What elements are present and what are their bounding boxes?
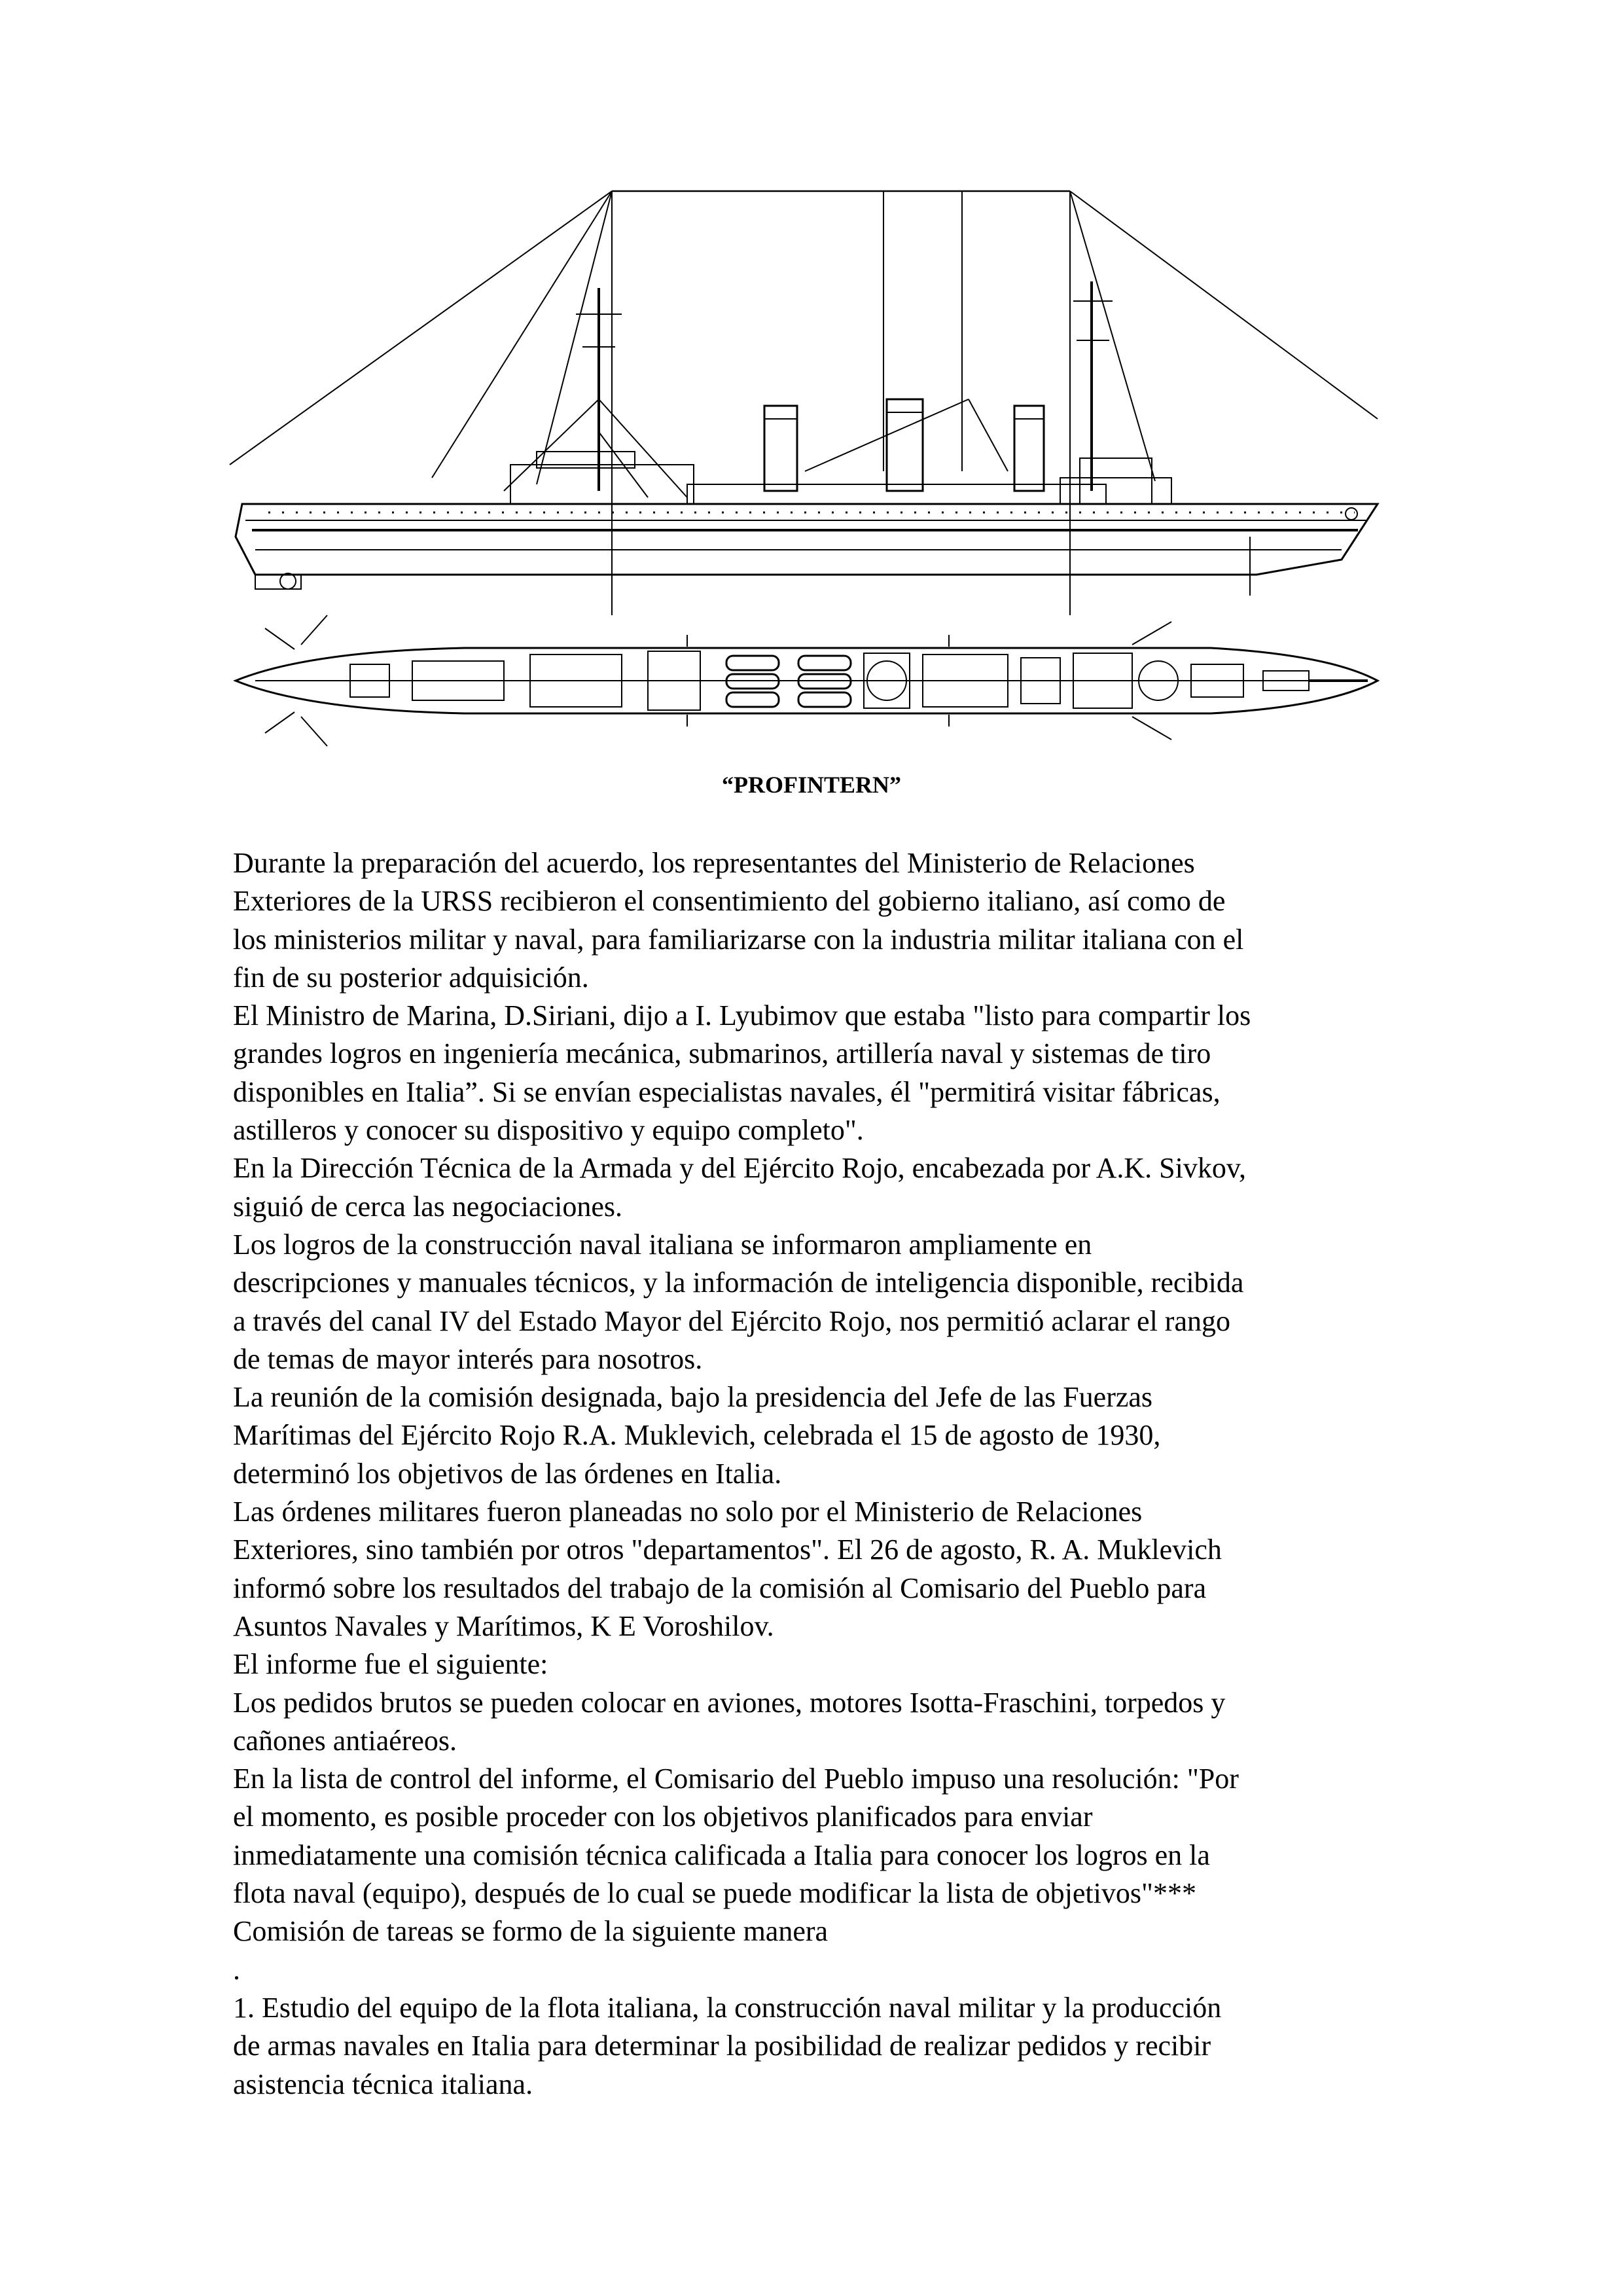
text-line: astilleros y conocer su dispositivo y equipo completo".: [233, 1114, 864, 1147]
text-line: inmediatamente una comisión técnica calificada a Italia para conocer los logros en la: [233, 1839, 1210, 1871]
text-line: Las órdenes militares fueron planeadas no solo por el Ministerio de Relaciones: [233, 1496, 1143, 1528]
text-line: cañones antiaéreos.: [233, 1724, 457, 1757]
text-line: de armas navales en Italia para determinar la posibilidad de realizar pedidos y recibir: [233, 2030, 1211, 2062]
ship-drawing-svg: [229, 183, 1381, 772]
text-line: La reunión de la comisión designada, bajo la presidencia del Jefe de las Fuerzas: [233, 1381, 1153, 1414]
text-line: informó sobre los resultados del trabajo de la comisión al Comisario del Pueblo para: [233, 1571, 1207, 1604]
text-line: flota naval (equipo), después de lo cual se puede modificar la lista de objetivos"***: [233, 1877, 1196, 1910]
text-line: Marítimas del Ejército Rojo R.A. Muklevich, celebrada el 15 de agosto de 1930,: [233, 1419, 1161, 1452]
deck-view: [236, 615, 1378, 746]
side-profile: [230, 191, 1378, 615]
text-line: Durante la preparación del acuerdo, los representantes del Ministerio de Relaciones: [233, 847, 1195, 879]
text-line: Asuntos Navales y Marítimos, K E Voroshilov.: [233, 1609, 774, 1642]
text-line: .: [233, 1953, 240, 1986]
text-line: a través del canal IV del Estado Mayor del Ejército Rojo, nos permitió aclarar el rango: [233, 1304, 1230, 1337]
body-text: [233, 844, 1411, 2104]
text-line: Exteriores de la URSS recibieron el consentimiento del gobierno italiano, así como de: [233, 885, 1226, 918]
text-line: fin de su posterior adquisición.: [233, 961, 589, 994]
text-line: grandes logros en ingeniería mecánica, submarinos, artillería naval y sistemas de tiro: [233, 1037, 1211, 1070]
text-line: el momento, es posible proceder con los objetivos planificados para enviar: [233, 1801, 1093, 1833]
text-line: de temas de mayor interés para nosotros.: [233, 1342, 703, 1375]
text-line: disponibles en Italia”. Si se envían especialistas navales, él "permitirá visitar fábricas,: [233, 1075, 1221, 1108]
text-line: descripciones y manuales técnicos, y la información de inteligencia disponible, recibida: [233, 1266, 1244, 1299]
figure-caption: “PROFINTERN”: [721, 772, 901, 798]
text-line: Exteriores, sino también por otros "departamentos". El 26 de agosto, R. A. Muklevich: [233, 1534, 1222, 1566]
text-line: determinó los objetivos de las órdenes en Italia.: [233, 1457, 782, 1490]
text-line: En la lista de control del informe, el Comisario del Pueblo impuso una resolución: "Por: [233, 1763, 1239, 1795]
text-line: El informe fue el siguiente:: [233, 1648, 548, 1681]
text-line: Los pedidos brutos se pueden colocar en aviones, motores Isotta-Fraschini, torpedos y: [233, 1686, 1226, 1719]
text-line: asistencia técnica italiana.: [233, 2068, 533, 2100]
text-line: El Ministro de Marina, D.Siriani, dijo a I. Lyubimov que estaba "listo para compartir los: [233, 999, 1251, 1032]
text-line: Los logros de la construcción naval italiana se informaron ampliamente en: [233, 1228, 1092, 1261]
text-line: 1. Estudio del equipo de la flota italiana, la construcción naval militar y la producción: [233, 1991, 1222, 2024]
text-line: siguió de cerca las negociaciones.: [233, 1190, 622, 1223]
text-line: los ministerios militar y naval, para familiarizarse con la industria militar italiana con el: [233, 923, 1244, 956]
ship-drawing: [229, 183, 1381, 772]
text-line: Comisión de tareas se formo de la siguiente manera: [233, 1915, 829, 1948]
text-line: En la Dirección Técnica de la Armada y del Ejército Rojo, encabezada por A.K. Sivkov,: [233, 1152, 1246, 1185]
